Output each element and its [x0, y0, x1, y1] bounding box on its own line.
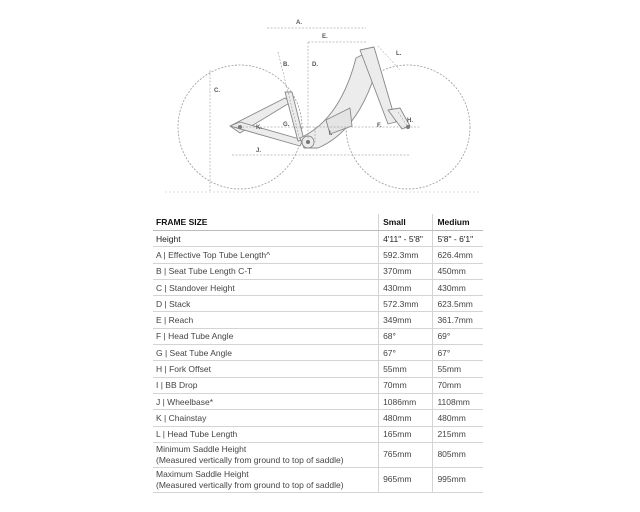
value-medium: 70mm — [433, 377, 483, 393]
value-small: 67° — [379, 345, 433, 361]
value-small: 165mm — [379, 426, 433, 442]
value-medium: 623.5mm — [433, 296, 483, 312]
value-small: 55mm — [379, 361, 433, 377]
table-row — [153, 247, 483, 263]
value-medium: 450mm — [433, 263, 483, 279]
value-small: 70mm — [379, 377, 433, 393]
row-label — [153, 361, 379, 377]
label-f: F. — [377, 123, 382, 129]
row-label — [153, 345, 379, 361]
value-medium: 215mm — [433, 426, 483, 442]
table-row — [153, 361, 483, 377]
row-label-text: H | Fork Offset — [156, 364, 211, 375]
table-row — [153, 279, 483, 295]
row-label — [153, 426, 379, 442]
label-l: L. — [396, 51, 402, 57]
table-row — [153, 410, 483, 426]
value-small: 965mm — [379, 467, 433, 492]
row-label-text: K | Chainstay — [156, 412, 207, 423]
row-label-text: F | Head Tube Angle — [156, 331, 234, 342]
row-label-text: Minimum Saddle Height — [156, 443, 247, 454]
value-medium: 626.4mm — [433, 247, 483, 263]
value-small: 430mm — [379, 279, 433, 295]
table-row — [153, 393, 483, 409]
row-label — [153, 279, 379, 295]
table-row — [153, 442, 483, 467]
row-label-text: J | Wheelbase* — [156, 396, 214, 407]
label-c: C. — [214, 88, 220, 94]
value-medium: 361.7mm — [433, 312, 483, 328]
bike-frame — [230, 47, 410, 148]
value-medium: 430mm — [433, 279, 483, 295]
value-medium: 805mm — [433, 442, 483, 467]
row-label-text: A | Effective Top Tube Length^ — [156, 249, 271, 260]
table-row — [153, 345, 483, 361]
row-label-text: I | BB Drop — [156, 380, 198, 391]
row-label-text: C | Standover Height — [156, 282, 235, 293]
row-label-text: Maximum Saddle Height — [156, 468, 249, 479]
label-b: B. — [283, 62, 289, 68]
table-row — [153, 312, 483, 328]
value-medium: 995mm — [433, 467, 483, 492]
value-medium: 5'8" - 6'1" — [433, 231, 483, 247]
value-small: 68° — [379, 328, 433, 344]
row-label-text: Height — [156, 233, 181, 244]
row-label — [153, 393, 379, 409]
header-frame-size: FRAME SIZE — [153, 214, 379, 231]
row-label — [153, 247, 379, 263]
label-e: E. — [322, 34, 328, 40]
label-g: G. — [283, 122, 290, 128]
row-label — [153, 263, 379, 279]
value-small: 592.3mm — [379, 247, 433, 263]
row-label — [153, 312, 379, 328]
value-small: 765mm — [379, 442, 433, 467]
value-small: 480mm — [379, 410, 433, 426]
row-label-text: L | Head Tube Length — [156, 429, 238, 440]
value-medium: 1108mm — [433, 393, 483, 409]
table-row — [153, 426, 483, 442]
row-note-text: (Measured vertically from ground to top of saddle) — [156, 454, 344, 465]
row-label — [153, 442, 379, 467]
label-d: D. — [312, 62, 318, 68]
row-label — [153, 467, 379, 492]
table-row — [153, 328, 483, 344]
value-medium: 480mm — [433, 410, 483, 426]
row-note-text: (Measured vertically from ground to top of saddle) — [156, 479, 344, 490]
value-small: 4'11" - 5'8" — [379, 231, 433, 247]
value-medium: 55mm — [433, 361, 483, 377]
table-row — [153, 263, 483, 279]
label-a: A. — [296, 20, 302, 26]
header-small: Small — [379, 214, 433, 231]
row-label-text: E | Reach — [156, 315, 194, 326]
label-i: I. — [329, 131, 333, 137]
row-label-text: G | Seat Tube Angle — [156, 347, 232, 358]
value-small: 349mm — [379, 312, 433, 328]
value-medium: 69° — [433, 328, 483, 344]
table-row — [153, 231, 483, 247]
row-label-text: D | Stack — [156, 298, 191, 309]
frame-geometry-table — [153, 214, 483, 493]
row-label — [153, 328, 379, 344]
table-row — [153, 467, 483, 492]
header-medium: Medium — [433, 214, 483, 231]
table-header-row — [153, 214, 483, 231]
value-small: 572.3mm — [379, 296, 433, 312]
row-label — [153, 377, 379, 393]
row-label — [153, 231, 379, 247]
label-k: K. — [256, 125, 262, 131]
row-label-text: B | Seat Tube Length C-T — [156, 266, 253, 277]
value-medium: 67° — [433, 345, 483, 361]
table-row — [153, 296, 483, 312]
bike-geometry-diagram — [0, 0, 640, 200]
row-label — [153, 410, 379, 426]
label-j: J. — [256, 148, 262, 154]
value-small: 370mm — [379, 263, 433, 279]
value-small: 1086mm — [379, 393, 433, 409]
table-row — [153, 377, 483, 393]
label-h: H. — [407, 118, 413, 124]
row-label — [153, 296, 379, 312]
